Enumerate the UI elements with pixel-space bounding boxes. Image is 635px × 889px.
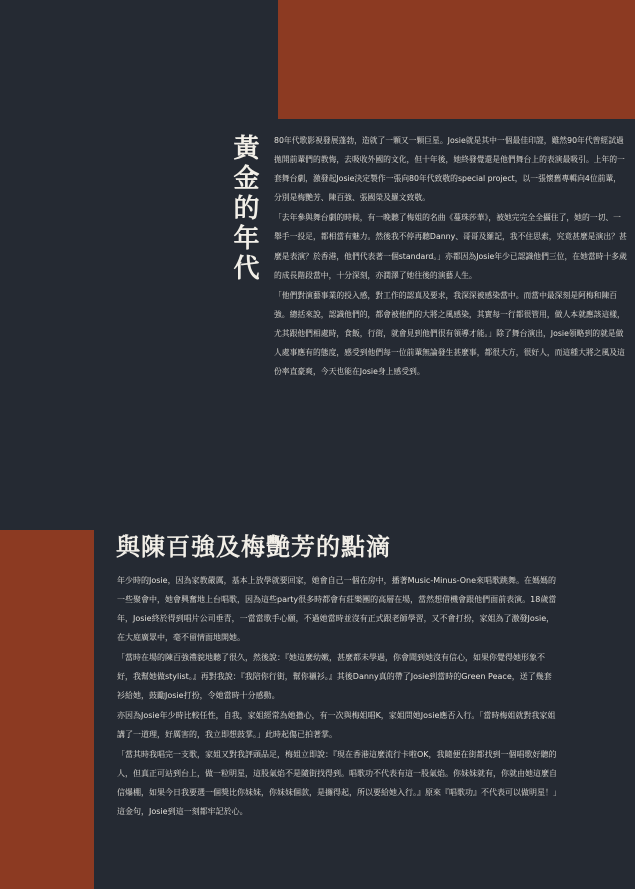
top-accent-block — [278, 0, 635, 119]
section2-paragraph: 年少時的Josie，因為家教嚴厲，基本上放學就要回家，她會自己一個在房中，播著Music-Minus-One來唱歌跳舞。在媽媽的一些聚會中，她會興奮地上台唱歌，因為這些party很多時都會有莊樂團的高層在場，當然想借機會跟他們面前表演。18歲當年，Josie終於得到唱片公司垂青，一當當歌手心願，不過她當時並沒有正式跟老師學習，又不會打扮，家姐為了激發Josie，在大庭廣眾中，毫不留情面地開她。 — [117, 576, 557, 642]
section2-body — [117, 571, 557, 822]
section2-heading: 與陳百強及梅艷芳的點滴 — [116, 532, 391, 561]
left-accent-block — [0, 530, 94, 889]
section2-paragraph: 「當時在場的陳百強禮貌地聽了很久，然後說：『她這麼幼嫩，甚麼都未學過，你會聞到她沒有信心，如果你覺得她形象不好，我幫她做stylist。』再對我說：『我陪你行街，幫你襯衫。』其後Danny真的帶了Josie到當時的Green Peace，送了幾套衫給她，鼓勵Josie打扮，令她當時十分感動。 — [117, 653, 552, 700]
section1-body — [274, 131, 628, 382]
section1-paragraph: 「他們對演藝事業的投入感，對工作的認真及要求，我深深被感染當中。而當中最深刻是阿梅和陳百強。總括來說，認識他們的，都會被他們的大將之風感染，其實每一行都很管用，做人本就應該這樣，尤其跟他們相處時，食飯，行街，就會見到他們很有領導才能。」除了舞台演出，Josie領略到的就是做人處事應有的態度，感受到他們每一位前輩無論發生甚麼事，都很大方，很好人，而這種大將之風及這份率直豪爽，今天也能在Josie身上感受到。 — [274, 290, 625, 377]
section2-paragraph: 「當其時我唱完一支歌，家姐又對我評頭品足，梅姐立即說：『現在香港這麼流行卡啦OK，我隨便在街都找到一個唱歌好聽的人，但真正可站到台上，做一粒明星，這股氣焰不是隨街找得到。唱歌功不代表有這一股氣焰。你妹妹就有，你就由她這麼自信爆棚，如果今日我要選一個獎比你妹妹，你妹妹個款，是攞得起，所以要給她入行。』原來『唱歌功』不代表可以做明星！」這金句，Josie到這一刻都牢記於心。 — [117, 750, 557, 816]
section1-paragraph: 80年代歌影視發展蓬勃，造就了一顆又一顆巨星。Josie就是其中一個最佳印證，雖然90年代曾經試過拋開前輩們的教悔，去吸收外國的文化，但十年後，她終發覺還是他們舞台上的表演最吸引。上年的一套舞台劇，激發起Josie決定製作一張向80年代致敬的special project，以一張懷舊專輯向4位前輩，分別是梅艷芳、陳百強、張國榮及羅文致敬。 — [274, 136, 625, 203]
section1-vertical-title: 黃金的年代 — [229, 134, 259, 284]
section1-paragraph: 「去年參與舞台劇的時候，有一晚聽了梅姐的名曲《蔓珠莎華》，被她完完全全攝住了，她的一切、一舉手一投足，都相當有魅力。然後我不停再聽Danny、哥哥及羅記，我不住思索，究竟甚麼是演出？甚麼是表演？於香港，他們代表著一個standard。」亦都因為Josie年少已認識他們三位，在她當時十多歲的成長階段當中，十分深刻，亦潤澤了她往後的演藝人生。 — [274, 213, 627, 280]
section2-paragraph: 亦因為Josie年少時比較任性，自我，家姐經常為她擔心，有一次與梅姐唱K，家姐問她Josie應否入行。「當時梅姐就對我家姐講了一道理，好厲害的，我立即想鼓掌。」此時起傷已拍著掌。 — [117, 711, 556, 739]
